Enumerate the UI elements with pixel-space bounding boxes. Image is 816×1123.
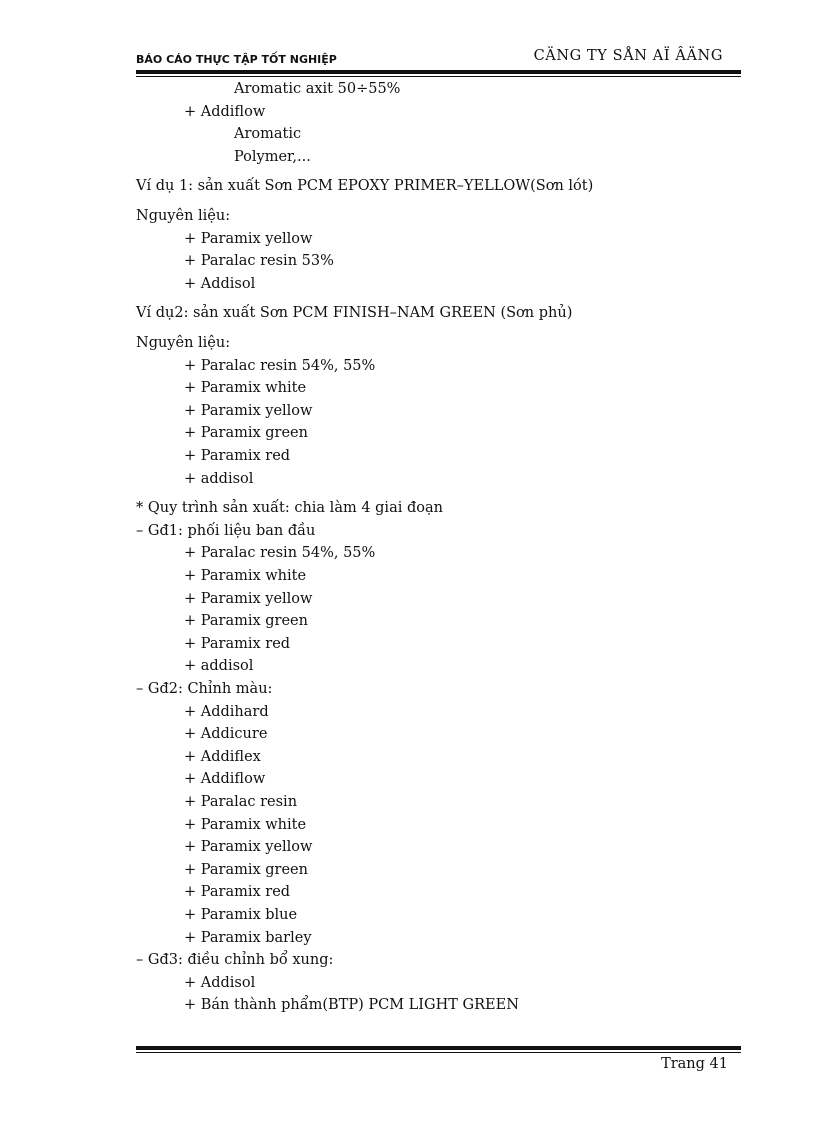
- list-item: + Addicure: [184, 726, 268, 743]
- report-title: BÁO CÁO THỰC TẬP TỐT NGHIỆP: [136, 53, 337, 66]
- list-item: + Paramix barley: [184, 929, 312, 946]
- list-item: + Paralac resin: [184, 794, 298, 810]
- list-item: Polymer,...: [234, 148, 311, 165]
- list-item: + Paramix red: [184, 635, 291, 652]
- list-item: + Paramix green: [184, 861, 308, 878]
- list-item: + Addiflow: [184, 103, 266, 120]
- footer-rule-thick: [136, 1046, 741, 1050]
- paragraph-line: Ví dụ2: sản xuất Sơn PCM FINISH–NAM GREEN (Sơn phủ): [136, 305, 573, 322]
- page-number: Trang 41: [661, 1056, 728, 1072]
- list-item: + addisol: [184, 658, 254, 675]
- paragraph-line: Ví dụ 1: sản xuất Sơn PCM EPOXY PRIMER–YELLOW(Sơn lót): [136, 178, 594, 195]
- page-header: [136, 48, 741, 68]
- list-item: + Paramix yellow: [184, 590, 313, 607]
- list-item: + Paramix red: [184, 884, 291, 901]
- list-item: + Paramix white: [184, 380, 307, 397]
- list-item: + Addiflow: [184, 771, 266, 788]
- footer-rule-thin: [136, 1052, 741, 1053]
- list-item: Aromatic: [234, 126, 302, 143]
- paragraph-line: * Quy trình sản xuất: chia làm 4 giai đoạn: [136, 500, 443, 517]
- paragraph-line: – Gđ1: phối liệu ban đầu: [136, 522, 316, 539]
- list-item: + Addihard: [184, 703, 269, 720]
- list-item: + Paramix yellow: [184, 839, 313, 856]
- list-item: + Addisol: [184, 974, 256, 991]
- list-item: + Paramix green: [184, 613, 308, 630]
- list-item: + Paramix red: [184, 448, 291, 464]
- list-item: + Paralac resin 54%, 55%: [184, 545, 376, 562]
- paragraph-line: Nguyên liệu:: [136, 208, 231, 224]
- list-item: + Paramix white: [184, 816, 307, 833]
- list-item: + Paramix yellow: [184, 402, 313, 419]
- list-item: + Paramix yellow: [184, 230, 313, 247]
- company-name: CÄNG TY SÅN AÏ ÂÄNG: [533, 48, 723, 64]
- list-item: + Paralac resin 53%: [184, 253, 334, 270]
- list-item: + Addiflex: [184, 748, 261, 765]
- paragraph-line: – Gđ3: điều chỉnh bổ xung:: [136, 952, 334, 969]
- list-item: + Paralac resin 54%, 55%: [184, 357, 376, 374]
- header-rule-thick: [136, 70, 741, 74]
- list-item: + addisol: [184, 470, 254, 487]
- list-item: + Paramix white: [184, 568, 307, 584]
- list-item: + Addisol: [184, 275, 256, 292]
- paragraph-line: – Gđ2: Chỉnh màu:: [136, 681, 273, 697]
- paragraph-line: Nguyên liệu:: [136, 335, 231, 351]
- list-item: + Bán thành phẩm(BTP) PCM LIGHT GREEN: [184, 997, 519, 1014]
- list-item: Aromatic axit 50÷55%: [234, 81, 401, 97]
- list-item: + Paramix blue: [184, 907, 298, 923]
- list-item: + Paramix green: [184, 425, 308, 442]
- header-rule-thin: [136, 76, 741, 77]
